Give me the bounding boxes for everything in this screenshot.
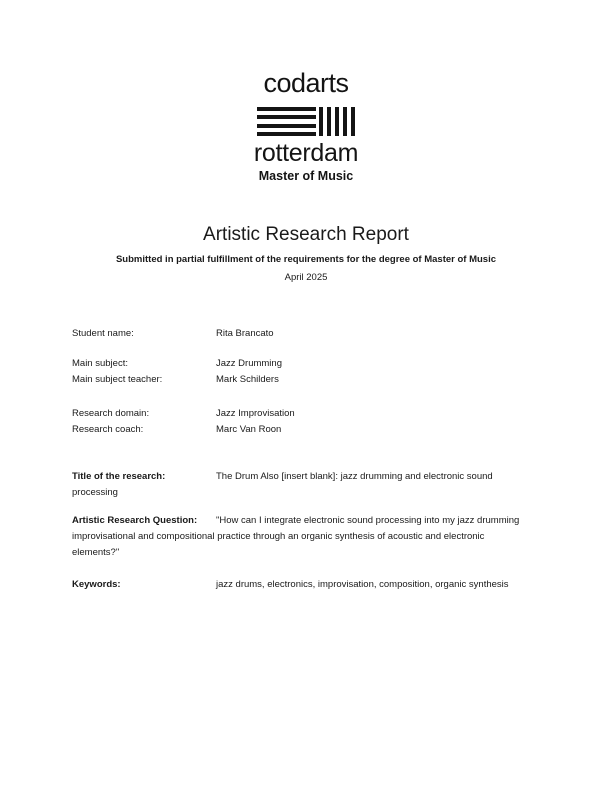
field-research-question xyxy=(72,513,540,529)
codarts-logo xyxy=(0,70,612,97)
staff-lines-icon xyxy=(257,107,316,136)
field-student-name xyxy=(72,326,540,342)
field-value: Jazz Improvisation xyxy=(216,408,295,419)
field-label: Research domain: xyxy=(72,408,150,419)
field-research-title-cont xyxy=(72,485,540,501)
field-value: Mark Schilders xyxy=(216,374,279,385)
field-value-line: processing xyxy=(72,487,118,498)
field-label: Main subject teacher: xyxy=(72,374,163,385)
field-keywords xyxy=(72,577,540,593)
field-main-subject xyxy=(72,356,540,372)
report-date: April 2025 xyxy=(284,272,328,283)
field-value-line: The Drum Also [insert blank]: jazz drumming and electronic sound xyxy=(216,471,493,482)
field-research-coach xyxy=(72,422,540,438)
field-research-question-cont xyxy=(72,545,540,561)
rotterdam-wordmark-wrap xyxy=(0,141,612,166)
field-value: Jazz Drumming xyxy=(216,358,282,369)
barcode-lines-icon xyxy=(319,107,355,136)
field-label: Keywords: xyxy=(72,579,121,590)
field-research-title xyxy=(72,469,540,485)
codarts-wordmark: codarts xyxy=(263,68,349,98)
program-name: Master of Music xyxy=(258,169,354,183)
field-value-line: improvisational and compositional practice through an organic synthesis of acoustic and electronic xyxy=(72,531,485,542)
field-main-subject-teacher xyxy=(72,372,540,388)
field-research-question-cont xyxy=(72,529,540,545)
field-value: Marc Van Roon xyxy=(216,424,282,435)
field-label: Artistic Research Question: xyxy=(72,515,198,526)
staff-barcode-icon xyxy=(257,107,355,136)
field-label: Student name: xyxy=(72,328,134,339)
field-research-domain xyxy=(72,406,540,422)
report-title: Artistic Research Report xyxy=(203,224,409,245)
field-value: Rita Brancato xyxy=(216,328,274,339)
field-value-line: elements?" xyxy=(72,547,120,558)
field-label: Main subject: xyxy=(72,358,128,369)
degree-statement: Submitted in partial fulfillment of the requirements for the degree of Master of Music xyxy=(115,254,497,265)
field-value-line: "How can I integrate electronic sound processing into my jazz drumming xyxy=(216,515,520,526)
field-label: Research coach: xyxy=(72,424,144,435)
field-value: jazz drums, electronics, improvisation, composition, organic synthesis xyxy=(216,579,509,590)
rotterdam-wordmark: rotterdam xyxy=(253,139,359,167)
field-label: Title of the research: xyxy=(72,471,166,482)
